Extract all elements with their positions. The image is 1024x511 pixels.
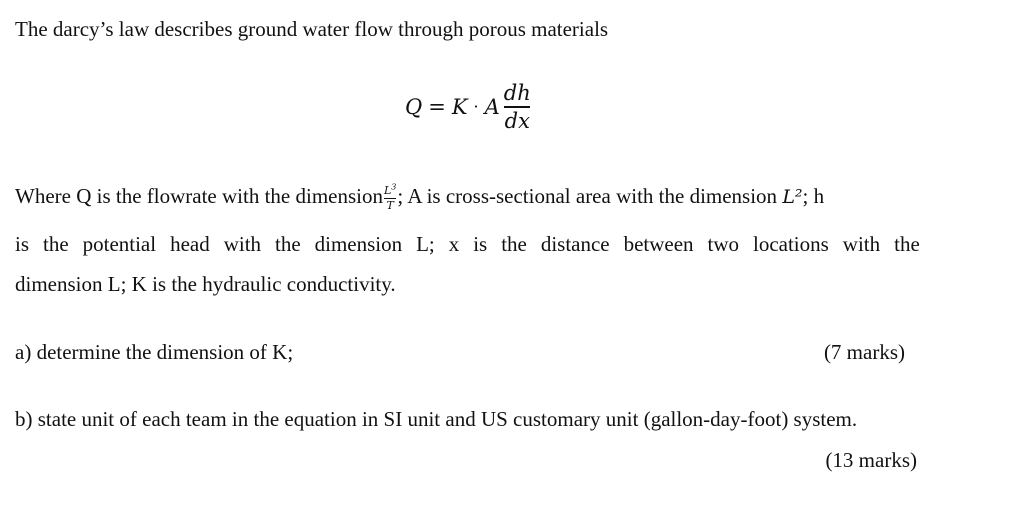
question-b-marks: (13 marks) bbox=[825, 448, 917, 472]
question-b bbox=[15, 407, 905, 432]
area-dimension: L² bbox=[782, 186, 803, 209]
question-a bbox=[15, 340, 905, 365]
fraction-bar bbox=[504, 106, 530, 108]
fraction-numerator: dh bbox=[503, 81, 531, 105]
paragraph-line-2-word: with bbox=[223, 232, 262, 256]
question-a-marks: (7 marks) bbox=[823, 340, 905, 364]
equation-a: A bbox=[484, 94, 500, 119]
flowrate-num-exponent: 3 bbox=[391, 182, 397, 191]
flowrate-text: Where Q is the flowrate with the dimension bbox=[15, 184, 383, 209]
equation-q: Q bbox=[405, 94, 423, 119]
equation-fraction bbox=[502, 82, 533, 132]
equation-k: K bbox=[451, 94, 468, 119]
paragraph-line-1 bbox=[15, 183, 920, 214]
paragraph-line-2-word: the bbox=[42, 232, 69, 256]
flowrate-dimension-numerator bbox=[384, 181, 396, 197]
paragraph-line-2-word: the bbox=[275, 232, 301, 256]
intro-text: The darcy’s law describes ground water flow through porous materials bbox=[15, 17, 609, 41]
paragraph-line-2-word: dimension bbox=[314, 232, 403, 256]
paragraph-line-2-word: is bbox=[15, 232, 30, 256]
paragraph-line-3: dimension L; K is the hydraulic conductivity. bbox=[15, 272, 396, 296]
darcy-equation bbox=[405, 82, 533, 132]
flowrate-num-base: L bbox=[383, 183, 392, 197]
head-text: ; h bbox=[802, 184, 825, 209]
flowrate-dimension-denominator: T bbox=[386, 198, 394, 212]
area-text: ; A is cross-sectional area with the dimension bbox=[397, 184, 778, 209]
paragraph-line-2-word: L; bbox=[416, 232, 435, 256]
paragraph-line-2-word: distance bbox=[540, 232, 610, 256]
fraction-denominator: dx bbox=[504, 108, 530, 133]
paragraph-line-2-word: with bbox=[842, 232, 881, 256]
paragraph-line-2-word: between bbox=[623, 232, 694, 256]
paragraph-line-1-start bbox=[15, 183, 824, 214]
equation-equals: = bbox=[428, 94, 446, 119]
question-a-text: a) determine the dimension of K; bbox=[15, 340, 294, 364]
paragraph-line-2-word: the bbox=[501, 232, 527, 256]
paragraph-line-2-word: is bbox=[473, 232, 488, 256]
equation-dot: · bbox=[473, 97, 479, 117]
flowrate-dimension bbox=[384, 181, 396, 212]
paragraph-line-2-word: potential bbox=[82, 232, 157, 256]
paragraph-line-2-word: x bbox=[448, 232, 460, 256]
paragraph-line-2-word: two bbox=[707, 232, 740, 256]
flowrate-num-text bbox=[384, 184, 396, 197]
paragraph-line-2 bbox=[15, 232, 920, 257]
paragraph-line-2-word: locations bbox=[753, 232, 829, 256]
paragraph-line-2-word: head bbox=[170, 232, 210, 256]
question-b-text: b) state unit of each team in the equation in SI unit and US customary unit (gallon-day-foot) system. bbox=[15, 407, 858, 431]
paragraph-line-2-word: the bbox=[894, 232, 920, 256]
